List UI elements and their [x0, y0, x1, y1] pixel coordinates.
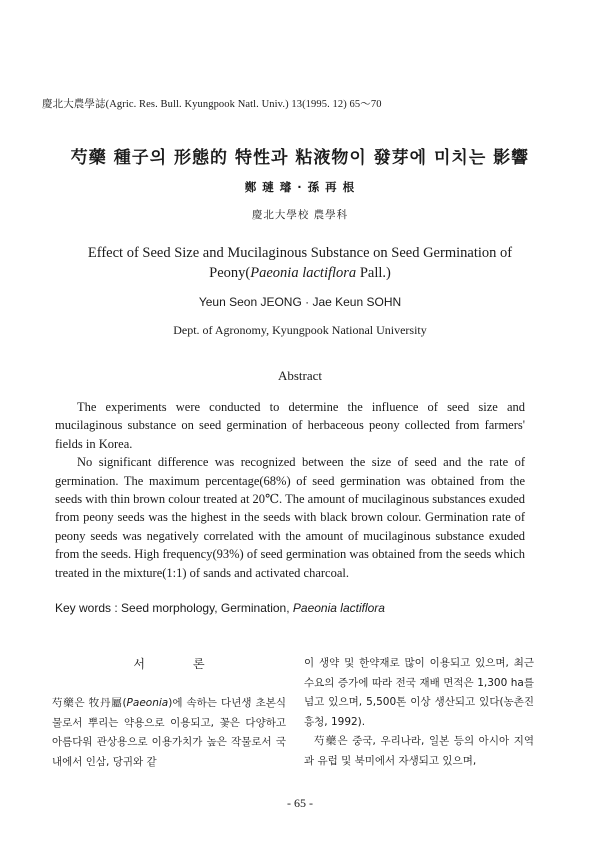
- intro-post: )에 속하는 다년생 초본식물로서 뿌리는 약용으로 이용되고, 꽃은 다양하고 아름다워 관상용으로 이용가치가 높은 작물로서 국내에서 인삼, 당귀와 같: [52, 697, 286, 768]
- intro-paragraph-2: 芍藥은 중국, 우리나라, 일본 등의 아시아 지역과 유럽 및 북미에서 자생되고 있으며,: [304, 735, 534, 767]
- english-affiliation: Dept. of Agronomy, Kyungpook National University: [173, 323, 427, 337]
- intro-paragraph-1: [52, 694, 286, 772]
- keywords: [55, 601, 385, 615]
- english-title-line2-post: Pall.): [356, 265, 391, 281]
- keywords-text: Seed morphology, Germination,: [121, 601, 293, 615]
- species-name: Paeonia lactiflora: [250, 265, 357, 281]
- page-number: - 65 -: [287, 796, 313, 810]
- english-title-line2-pre: Peony(: [209, 265, 251, 281]
- korean-affiliation: 慶北大學校 農學科: [251, 209, 349, 221]
- right-column: [304, 654, 534, 771]
- intro-pre: 芍藥은 牧丹屬(: [52, 697, 127, 709]
- abstract-paragraph-2: No significant difference was recognized between the size of seed and the rate of germination. The maximum percentage(68%) of seed germination was obtained from the seeds with thin brown colour treated at 20℃. The amount of mucilaginous substances exuded from peony seeds was the highest in the seeds with black brown colour. Germination rate of peony seeds was negatively correlated with the amount of mucilaginous substance exuded from the seeds. High frequency(93%) of seed germination was obtained from the seeds which treated in the mixture(1:1) of sands and activated charcoal.: [55, 455, 525, 580]
- english-title: [70, 243, 530, 283]
- intro-paragraph-continued: 이 생약 및 한약재로 많이 이용되고 있으며, 최근 수요의 증가에 따라 전국 재배 면적은 1,300 ha를 넘고 있으며, 5,500톤 이상 생산되고 있다(농촌진흥청, 1992).: [304, 657, 534, 728]
- left-column: [52, 655, 286, 772]
- section-heading-introduction: 서 론: [133, 657, 205, 671]
- english-title-line1: Effect of Seed Size and Mucilaginous Substance on Seed Germination of: [87, 245, 513, 261]
- abstract-heading: Abstract: [277, 368, 323, 383]
- keywords-italic: Paeonia lactiflora: [292, 601, 385, 615]
- abstract-paragraph-1: The experiments were conducted to determine the influence of seed size and mucilaginous substance on seed germination of herbaceous peony collected from farmers' fields in Korea.: [55, 400, 525, 451]
- genus-name: Paeonia: [126, 697, 169, 709]
- korean-title: 芍藥 種子의 形態的 特性과 粘液物이 發芽에 미치는 影響: [70, 148, 530, 168]
- english-authors: Yeun Seon JEONG · Jae Keun SOHN: [198, 295, 402, 309]
- english-title-line2: [70, 263, 530, 283]
- journal-header: 慶北大農學誌(Agric. Res. Bull. Kyungpook Natl. Univ.) 13(1995. 12) 65～70: [42, 99, 382, 110]
- keywords-label: Key words :: [55, 601, 122, 615]
- abstract-body: [55, 398, 525, 582]
- korean-authors: 鄭 璉 璿 · 孫 再 根: [244, 180, 356, 194]
